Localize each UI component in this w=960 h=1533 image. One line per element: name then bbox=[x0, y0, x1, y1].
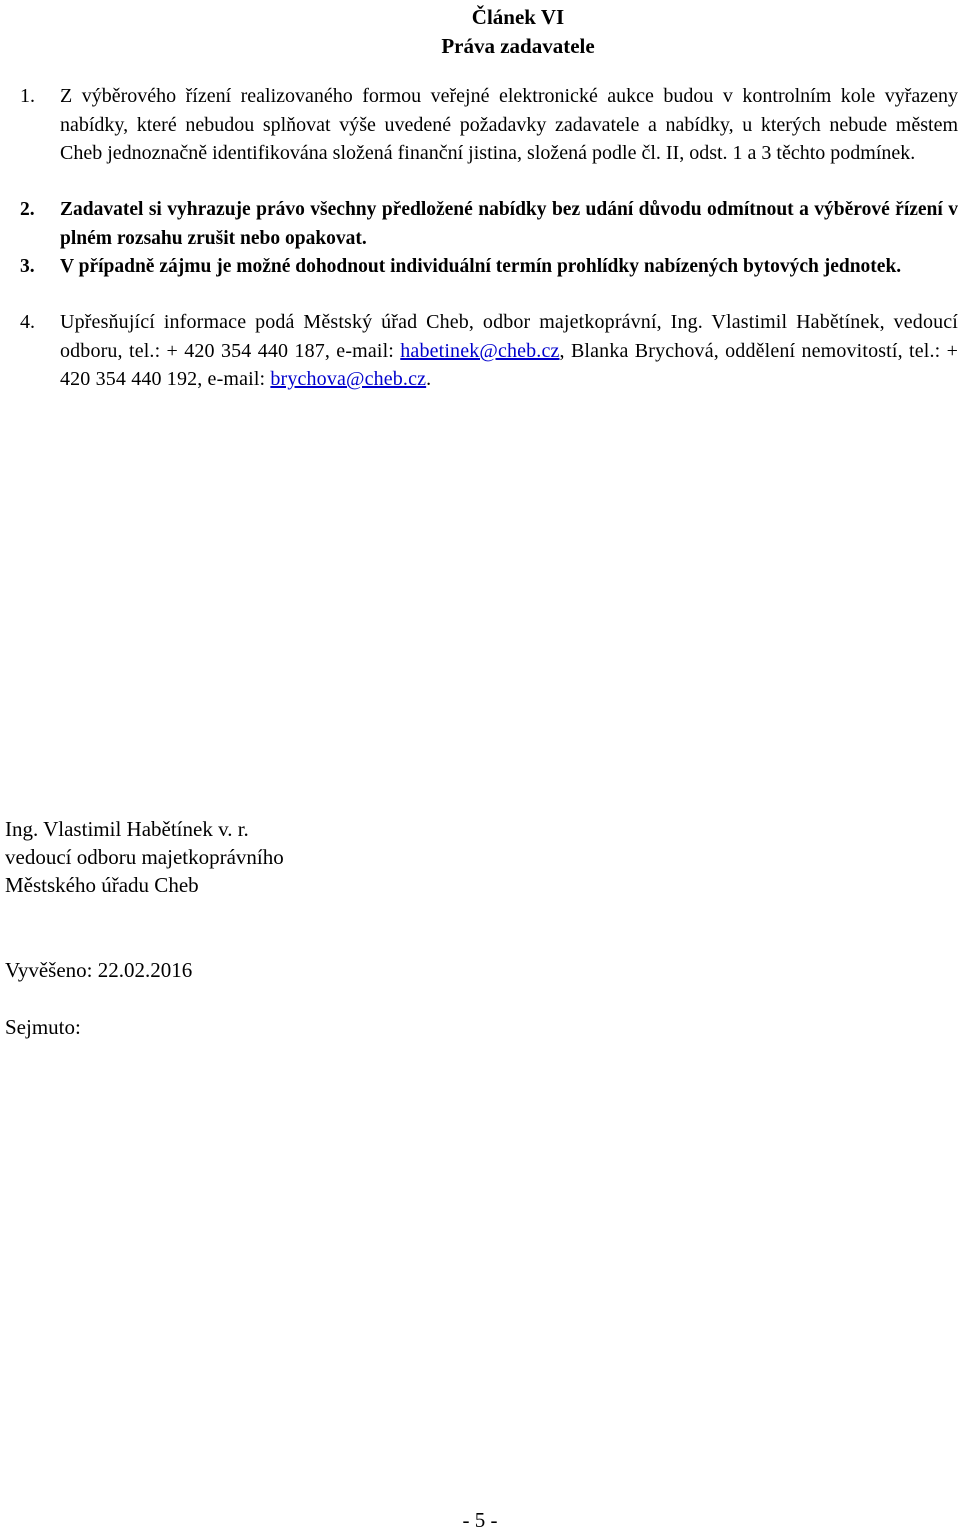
posted-date: Vyvěšeno: 22.02.2016 bbox=[5, 958, 193, 982]
item-text: Z výběrového řízení realizovaného formou veřejné elektronické aukce budou v kontrolním kole vyřazeny nabídky, které nebudou splňovat výše uvedené požadavky zadavatele a nabídky, u kterých nebude městem Cheb jednoznačně identifikována složená finanční jistina, složená podle čl. II, odst. 1 a 3 těchto podmínek. bbox=[60, 85, 958, 164]
contact-text: , Blanka Brychová, oddělení nemovitostí, tel.: + 420 354 440 192, e-mail: bbox=[60, 339, 958, 390]
email-link-brychova[interactable]: brychova@cheb.cz bbox=[270, 368, 427, 390]
signature-office: Městského úřadu Cheb bbox=[5, 873, 199, 897]
list-item bbox=[20, 82, 958, 168]
item-number: 1. bbox=[20, 85, 35, 107]
contact-text: . bbox=[426, 368, 432, 390]
item-number: 3. bbox=[20, 256, 35, 277]
item-number: 4. bbox=[20, 311, 35, 333]
removed-date: Sejmuto: bbox=[5, 1015, 81, 1039]
signature-name: Ing. Vlastimil Habětínek v. r. bbox=[5, 817, 249, 841]
item-text: Zadavatel si vyhrazuje právo všechny předložené nabídky bez udání důvodu odmítnout a výběrové řízení v plném rozsahu zrušit nebo opakovat. bbox=[60, 199, 958, 249]
signature-position: vedoucí odboru majetkoprávního bbox=[5, 845, 284, 869]
item-text bbox=[60, 308, 958, 394]
list-item bbox=[20, 196, 958, 253]
item-number: 2. bbox=[20, 199, 35, 220]
item-text: V případně zájmu je možné dohodnout individuální termín prohlídky nabízených bytových jednotek. bbox=[60, 256, 902, 277]
list-item bbox=[20, 308, 958, 394]
contact-text: Upřesňující informace podá Městský úřad Cheb, odbor majetkoprávní, Ing. Vlastimil Habětínek, vedoucí odboru, tel.: + 420 354 440 187, e-mail: bbox=[60, 311, 958, 362]
email-link-habetinek[interactable]: habetinek@cheb.cz bbox=[400, 339, 560, 362]
page-number: - 5 - bbox=[462, 1508, 498, 1532]
article-heading: Článek VI bbox=[471, 5, 565, 29]
list-item bbox=[20, 253, 958, 282]
article-title: Práva zadavatele bbox=[441, 34, 595, 58]
